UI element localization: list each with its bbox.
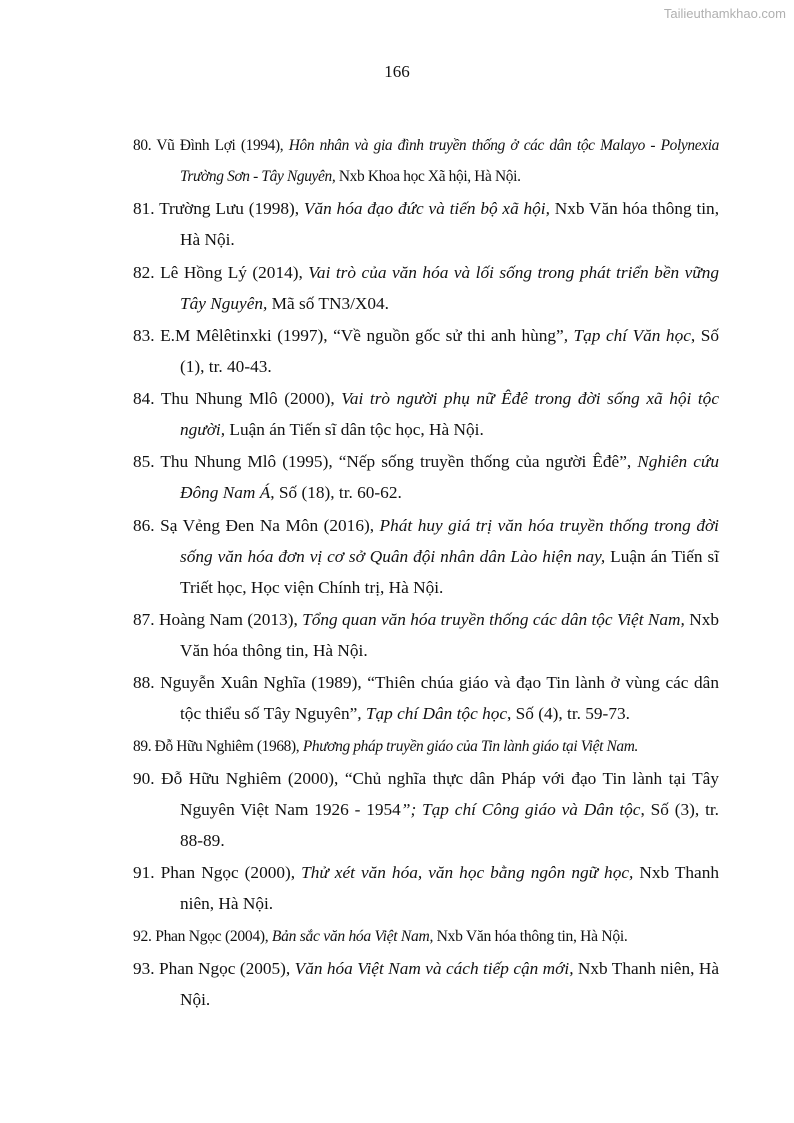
reference-text: Luận án Tiến sĩ Triết học, Học viện Chính trị, Hà Nội. [180, 546, 720, 597]
reference-item [133, 857, 719, 919]
reference-italic-text: , Tạp chí Văn học [563, 325, 691, 345]
reference-item [133, 446, 719, 508]
reference-text: 90. Đỗ Hữu Nghiêm (2000), “Chủ nghĩa thực dân Pháp với đạo Tin lành tại Tây Nguyên Việt Nam 1926 - 1954 [133, 768, 719, 819]
reference-item [133, 667, 719, 729]
reference-item [133, 257, 719, 319]
reference-text: Nxb Khoa học Xã hội, Hà Nội. [335, 168, 521, 185]
reference-italic-text: Vai trò của văn hóa và lối sống trong phát triển bền vững Tây Nguyên, [180, 262, 719, 313]
reference-italic-text: Phát huy giá trị văn hóa truyền thống trong đời sống văn hóa đơn vị cơ sở Quân đội nhân dân Lào hiện nay, [180, 515, 719, 566]
reference-text: Nxb Thanh niên, Hà Nội. [180, 958, 719, 1009]
reference-italic-text: , Tạp chí Dân tộc học [357, 704, 508, 724]
reference-text: 86. Sạ Vẻng Đen Na Môn (2016), [133, 515, 380, 535]
reference-text: 83. E.M Mêlêtinxki (1997), “Về nguồn gốc sử thi anh hùng” [133, 325, 564, 345]
reference-text: , Số (3), tr. 88-89. [180, 799, 719, 850]
reference-text: Nxb Văn hóa thông tin, Hà Nội. [180, 199, 720, 250]
reference-item [133, 731, 719, 762]
reference-text: 84. Thu Nhung Mlô (2000), [133, 389, 342, 409]
reference-item [133, 130, 719, 192]
reference-text: 91. Phan Ngọc (2000), [133, 863, 302, 883]
reference-italic-text: Phương pháp truyền giáo của Tin lành giáo tại Việt Nam. [302, 737, 639, 755]
reference-text: 89. Đỗ Hữu Nghiêm (1968), [133, 737, 303, 755]
reference-item [133, 921, 719, 952]
reference-text: 93. Phan Ngọc (2005), [133, 958, 295, 978]
reference-item [133, 763, 719, 856]
reference-item [133, 510, 719, 603]
reference-text: 81. Trường Lưu (1998), [133, 199, 304, 219]
reference-text: 80. Vũ Đình Lợi (1994), [133, 137, 289, 154]
reference-text: 85. Thu Nhung Mlô (1995), “Nếp sống truyền thống của người Êđê”, [133, 452, 638, 472]
reference-italic-text: Văn hóa đạo đức và tiến bộ xã hội, [303, 199, 550, 219]
reference-text: , Số (1), tr. 40-43. [180, 325, 719, 376]
reference-italic-text: ”; Tạp chí Công giáo và Dân tộc [400, 799, 641, 819]
reference-item [133, 383, 719, 445]
reference-text: 88. Nguyễn Xuân Nghĩa (1989), “Thiên chúa giáo và đạo Tin lành ở vùng các dân tộc thiểu số Tây Nguyên” [133, 673, 719, 724]
reference-italic-text: Văn hóa Việt Nam và cách tiếp cận mới, [294, 958, 574, 978]
watermark: Tailieuthamkhao.com [663, 6, 786, 21]
reference-text: 92. Phan Ngọc (2004), [133, 927, 272, 945]
reference-text: Luận án Tiến sĩ dân tộc học, Hà Nội. [225, 420, 484, 440]
reference-italic-text: Bản sắc văn hóa Việt Nam, [271, 927, 434, 945]
page-number: 166 [384, 62, 410, 81]
reference-text: 82. Lê Hồng Lý (2014), [133, 262, 309, 282]
reference-item [133, 604, 719, 666]
reference-text: , Số (4), tr. 59-73. [507, 704, 630, 724]
reference-list [133, 130, 719, 1016]
reference-item [133, 193, 719, 255]
reference-italic-text: Tổng quan văn hóa truyền thống các dân tộc Việt Nam, [302, 610, 685, 630]
reference-italic-text: Nghiên cứu Đông Nam Á [180, 452, 719, 503]
reference-text: Nxb Thanh niên, Hà Nội. [180, 863, 719, 914]
reference-italic-text: Hôn nhân và gia đình truyền thống ở các dân tộc Malayo - Polynexia Trường Sơn - Tây Nguyên, [180, 137, 719, 185]
reference-text: Mã số TN3/X04. [267, 293, 389, 313]
reference-text: 87. Hoàng Nam (2013), [133, 610, 303, 630]
reference-text: Nxb Văn hóa thông tin, Hà Nội. [433, 927, 628, 945]
reference-italic-text: Thử xét văn hóa, văn học bằng ngôn ngữ học, [301, 863, 634, 883]
reference-italic-text: Vai trò người phụ nữ Êđê trong đời sống xã hội tộc người, [180, 389, 719, 440]
reference-item [133, 953, 719, 1015]
reference-text: , Số (18), tr. 60-62. [270, 483, 402, 503]
reference-item [133, 320, 719, 382]
reference-text: Nxb Văn hóa thông tin, Hà Nội. [180, 610, 719, 661]
